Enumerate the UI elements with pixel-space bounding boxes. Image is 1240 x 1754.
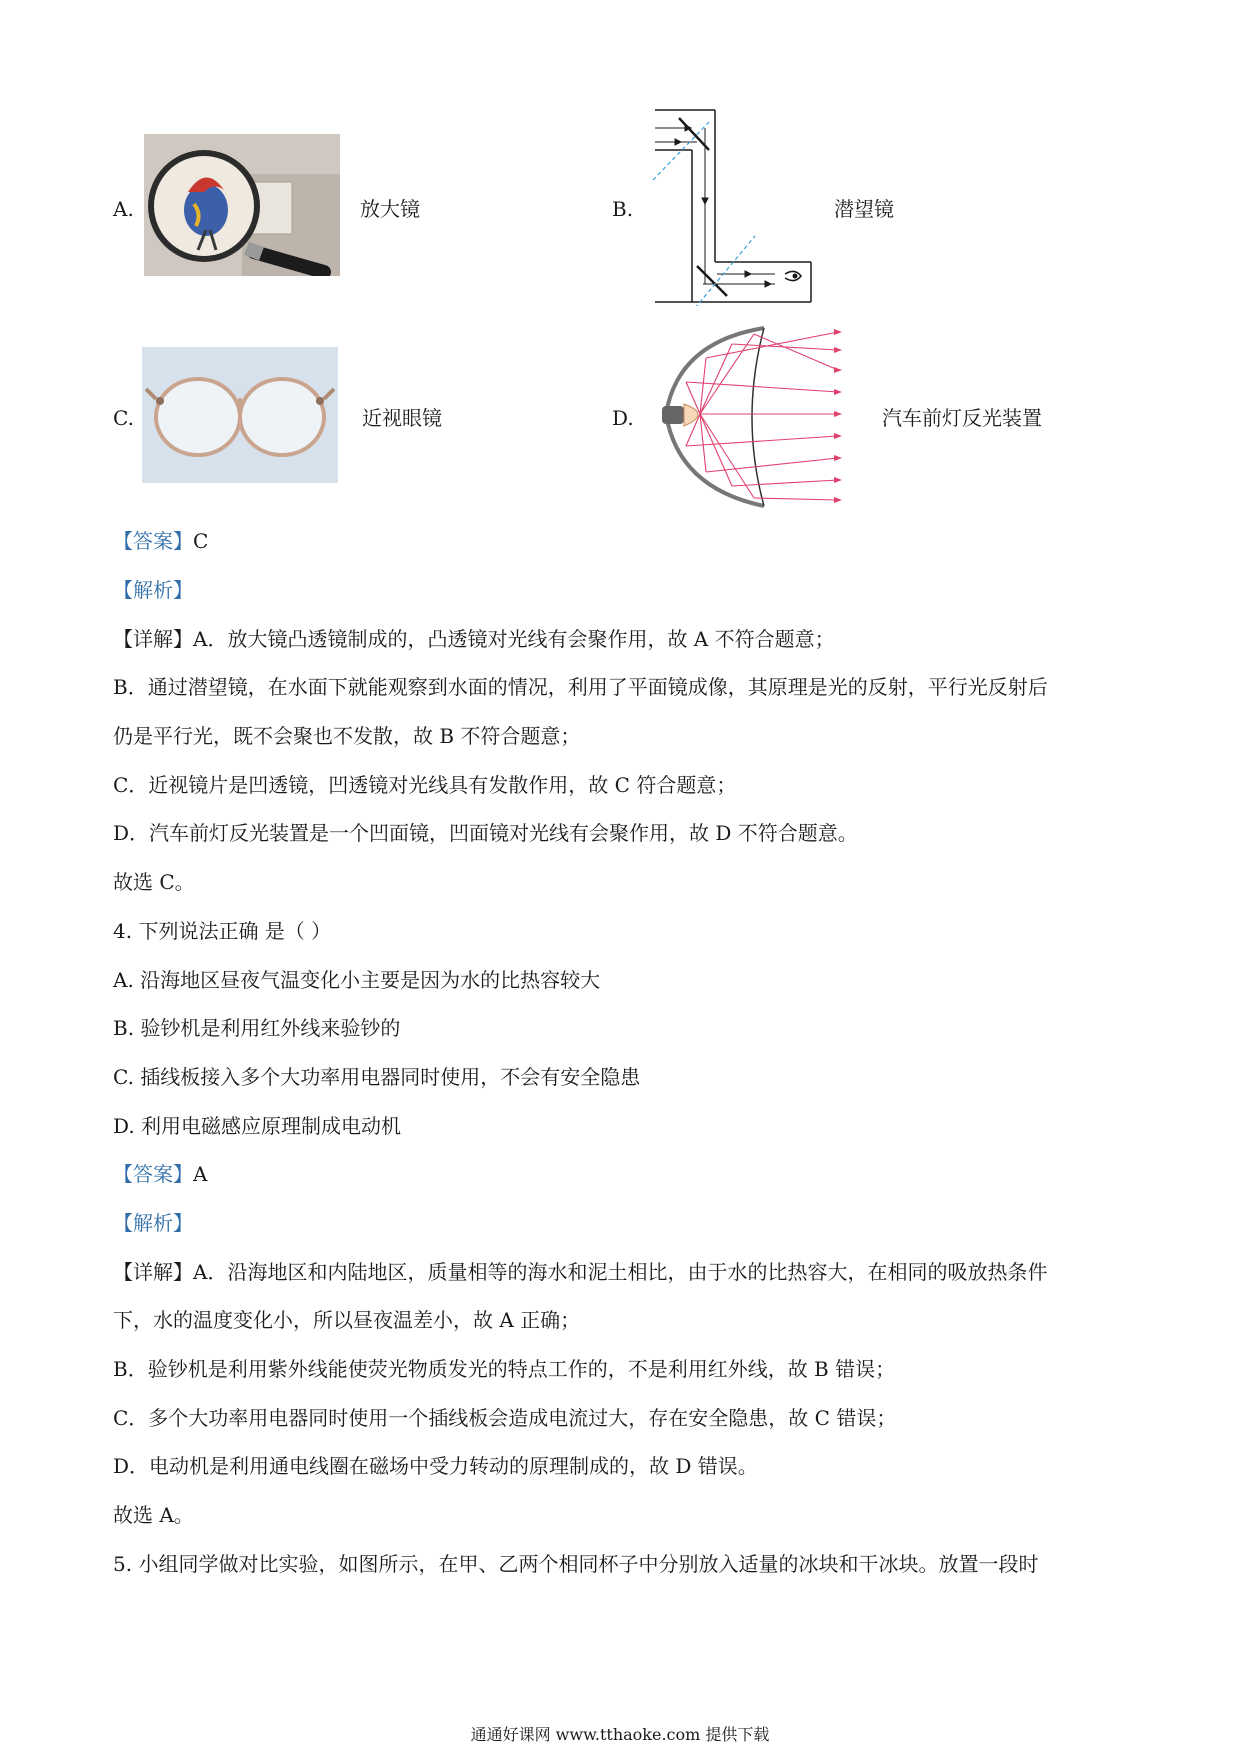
q3-answer-line bbox=[113, 528, 1133, 554]
headlight-reflector-diagram bbox=[658, 322, 850, 512]
q3-detail-line-2: B．通过潜望镜，在水面下就能观察到水面的情况，利用了平面镜成像，其原理是光的反射，平行光反射后 bbox=[113, 675, 1048, 699]
q3-answer-value: C bbox=[193, 529, 209, 553]
q4-detail-line-4: C．多个大功率用电器同时使用一个插线板会造成电流过大，存在安全隐患，故 C 错误； bbox=[113, 1406, 897, 1430]
q4-answer-line bbox=[113, 1161, 1133, 1187]
option-c-letter: C. bbox=[113, 406, 134, 430]
q3-detail-line-4: C．近视镜片是凹透镜，凹透镜对光线具有发散作用，故 C 符合题意； bbox=[113, 773, 737, 797]
q3-analysis-line bbox=[113, 577, 1133, 603]
q3-detail-line-5: D．汽车前灯反光装置是一个凹面镜，凹面镜对光线有会聚作用，故 D 不符合题意。 bbox=[113, 821, 858, 845]
q4-option-b: B. 验钞机是利用红外线来验钞的 bbox=[113, 1016, 401, 1040]
q3-answer-tag: 【答案】 bbox=[113, 529, 193, 553]
q4-stem: 4. 下列说法正确 是（ ） bbox=[113, 919, 332, 943]
option-a-caption: 放大镜 bbox=[360, 197, 420, 221]
q4-detail-line-1 bbox=[113, 1259, 1133, 1285]
q4-detail-text: A．沿海地区和内陆地区，质量相等的海水和泥土相比，由于水的比热容大，在相同的吸放热条件 bbox=[193, 1260, 1048, 1284]
magnifier-photo bbox=[144, 134, 340, 276]
q4-option-d: D. 利用电磁感应原理制成电动机 bbox=[113, 1114, 402, 1138]
q4-detail-line-2: 下，水的温度变化小，所以昼夜温差小，故 A 正确； bbox=[113, 1308, 581, 1332]
q3-detail-text: A．放大镜凸透镜制成的，凸透镜对光线有会聚作用，故 A 不符合题意； bbox=[193, 627, 835, 651]
q3-analysis-tag: 【解析】 bbox=[113, 578, 193, 602]
option-b-letter: B. bbox=[612, 197, 634, 221]
q4-detail-line-5: D．电动机是利用通电线圈在磁场中受力转动的原理制成的，故 D 错误。 bbox=[113, 1454, 758, 1478]
q4-option-c: C. 插线板接入多个大功率用电器同时使用，不会有安全隐患 bbox=[113, 1065, 641, 1089]
option-a-letter: A. bbox=[113, 197, 134, 221]
q4-detail-tag: 【详解】 bbox=[113, 1260, 193, 1284]
q4-analysis-tag: 【解析】 bbox=[113, 1211, 193, 1235]
q4-option-a: A. 沿海地区昼夜气温变化小主要是因为水的比热容较大 bbox=[113, 968, 601, 992]
option-b-caption: 潜望镜 bbox=[834, 197, 894, 221]
q4-analysis-line bbox=[113, 1210, 1133, 1236]
q4-answer-tag: 【答案】 bbox=[113, 1162, 193, 1186]
q4-answer-value: A bbox=[193, 1162, 208, 1186]
glasses-photo bbox=[142, 347, 338, 483]
q4-detail-line-3: B．验钞机是利用紫外线能使荧光物质发光的特点工作的，不是利用红外线，故 B 错误； bbox=[113, 1357, 896, 1381]
periscope-diagram bbox=[645, 108, 830, 306]
page-footer: 通通好课网 www.tthaoke.com 提供下载 bbox=[470, 1725, 770, 1744]
q4-conclusion: 故选 A。 bbox=[113, 1503, 194, 1527]
q5-stem: 5. 小组同学做对比实验，如图所示，在甲、乙两个相同杯子中分别放入适量的冰块和干冰块。放置一段时 bbox=[113, 1552, 1039, 1576]
option-c-caption: 近视眼镜 bbox=[362, 406, 442, 430]
q3-detail-tag: 【详解】 bbox=[113, 627, 193, 651]
q3-detail-line-1 bbox=[113, 626, 1133, 652]
q3-conclusion: 故选 C。 bbox=[113, 870, 195, 894]
option-d-letter: D. bbox=[612, 406, 634, 430]
q3-detail-line-3: 仍是平行光，既不会聚也不发散，故 B 不符合题意； bbox=[113, 724, 581, 748]
option-d-caption: 汽车前灯反光装置 bbox=[882, 406, 1042, 430]
